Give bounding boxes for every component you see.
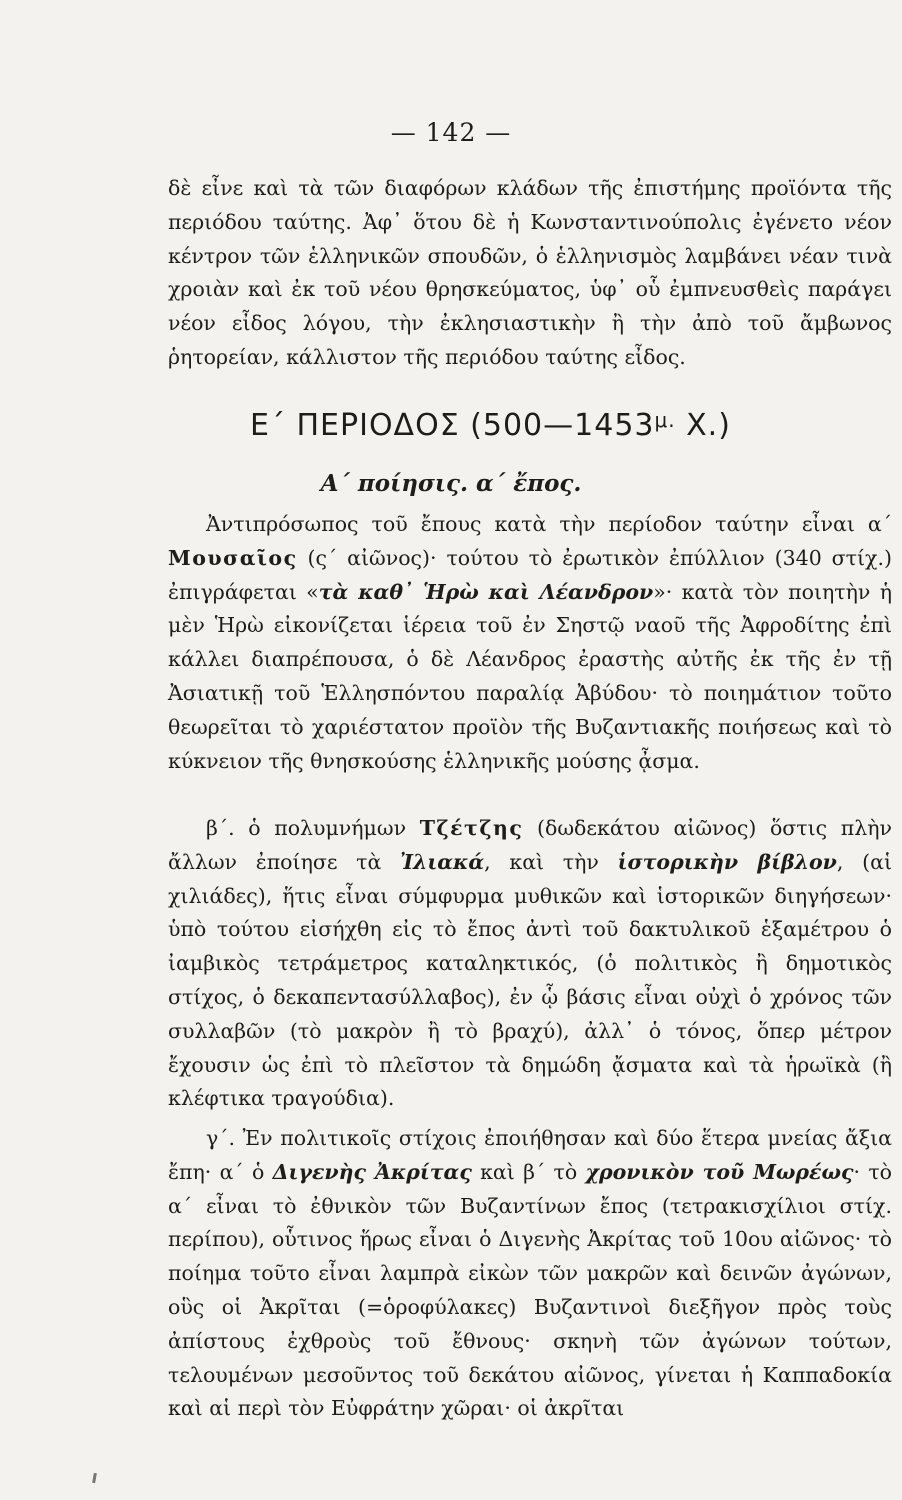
work-title: ἱστορικὴν βίβλον bbox=[617, 849, 837, 874]
work-title: τὰ καθ᾽ Ἡρὼ καὶ Λέανδρον bbox=[318, 579, 654, 604]
author-name: Τζέτζης bbox=[419, 816, 524, 840]
paragraph-mousaios bbox=[168, 508, 892, 778]
text-run: , καὶ τὴν bbox=[484, 849, 618, 874]
section-heading bbox=[250, 408, 731, 443]
heading-main: Ε΄ ΠΕΡΙΟΔΟΣ (500—1453 bbox=[250, 408, 655, 443]
author-name: Μουσαῖος bbox=[168, 545, 298, 570]
text-run: (ς΄ αἰῶνος)· τούτου τὸ ἐρωτικὸν ἐπύλλιον (340 στίχ.) ἐπιγράφεται « bbox=[168, 545, 892, 604]
ink-mark bbox=[92, 1473, 97, 1483]
paragraph-epics bbox=[168, 1122, 892, 1426]
text-run: (δωδεκάτου αἰῶνος) ὅστις πλὴν ἄλλων ἐποίησε τὰ bbox=[168, 816, 892, 874]
page-number: — 142 — bbox=[390, 118, 512, 147]
text-run: β΄. ὁ πολυμνήμων bbox=[206, 816, 420, 840]
text-run: γ΄. Ἐν πολιτικοῖς στίχοις ἐποιήθησαν καὶ δύο ἕτερα μνείας ἄξια ἔπη· α΄ ὁ bbox=[168, 1126, 892, 1184]
work-title: χρονικὸν τοῦ Μωρέως bbox=[585, 1159, 854, 1184]
work-title: Διγενὴς Ἀκρίτας bbox=[272, 1159, 472, 1184]
text-run: »· κατὰ τὸν ποιητὴν ἡ μὲν Ἡρὼ εἰκονίζεται ἱέρεια τοῦ ἐν Σηστῷ ναοῦ τῆς Ἀφροδίτης ἐπὶ κάλλει διαπρέπουσα, ὁ δὲ Λέανδρος ἐραστὴς αὐτῆς ἐκ τῆς ἐν τῇ Ἀσιατικῇ τοῦ Ἑλλησπόντου παραλίᾳ Ἀβύδου· τὸ ποιημάτιον τοῦτο θεωρεῖται τὸ χαριέστατον προϊὸν τῆς Βυζαντιακῆς ποιήσεως καὶ τὸ κύκνειον τῆς θνησκούσης ἑλληνικῆς μούσης ᾆσμα. bbox=[168, 579, 892, 773]
paragraph-tzetzes bbox=[168, 812, 892, 1116]
heading-end: Χ.) bbox=[675, 408, 731, 443]
text-run: καὶ β΄ τὸ bbox=[471, 1159, 586, 1184]
text-run: · τὸ α΄ εἶναι τὸ ἐθνικὸν τῶν Βυζαντίνων ἔπος (τετρακισχίλιοι στίχ. περίπου), οὗτινος ἥρως εἶναι ὁ Διγενὴς Ἀκρίτας τοῦ 10ου αἰῶνος· τὸ ποίημα τοῦτο εἶναι λαμπρὰ εἰκὼν τῶν μακρῶν καὶ δεινῶν ἀγώνων, οὓς οἱ Ἀκρῖται (=ὁροφύλακες) Βυζαντινοὶ διεξῆγον πρὸς τοὺς ἀπίστους ἐχθροὺς τοῦ ἔθνους· σκηνὴ τῶν ἀγώνων τούτων, τελουμένων μεσοῦντος τοῦ δεκάτου αἰῶνος, γίνεται ἡ Καππαδοκία καὶ αἱ περὶ τὸν Εὐφράτην χῶραι· οἱ ἀκρῖται bbox=[168, 1159, 893, 1421]
subsection-heading: Α΄ ποίησις. α΄ ἔπος. bbox=[320, 470, 582, 497]
work-title: Ἰλιακά bbox=[400, 849, 485, 874]
paragraph-intro: δὲ εἶνε καὶ τὰ τῶν διαφόρων κλάδων τῆς ἐπιστήμης προϊόντα τῆς περιόδου ταύτης. Ἀφ᾽ ὅτου δὲ ἡ Κωνσταντινούπολις ἐγένετο νέον κέντρον τῶν ἑλληνικῶν σπουδῶν, ὁ ἑλληνισμὸς λαμβάνει νέαν τινὰ χροιὰν καὶ ἐκ τοῦ νέου θρησκεύματος, ὑφ᾽ οὗ ἐμπνευσθεὶς παράγει νέον εἶδος λόγου, τὴν ἐκλησιαστικὴν ἢ τὴν ἀπὸ τοῦ ἄμβωνος ῥητορείαν, κάλλιστον τῆς περιόδου ταύτης εἶδος. bbox=[168, 176, 892, 369]
text-run: , (αἱ χιλιάδες), ἥτις εἶναι σύμφυρμα μυθικῶν καὶ ἱστορικῶν διηγήσεων· ὑπὸ τούτου εἰσήχθη εἰς τὸ ἔπος ἀντὶ τοῦ δακτυλικοῦ ἑξαμέτρου ὁ ἰαμβικὸς τετράμετρος καταληκτικός, (ὁ πολιτικὸς ἢ δημοτικὸς στίχος, ὁ δεκαπεντασύλλαβος), ἐν ᾧ βάσις εἶναι οὐχὶ ὁ χρόνος τῶν συλλαβῶν (τὸ μακρὸν ἢ τὸ βραχύ), ἀλλ᾽ ὁ τόνος, ὅπερ μέτρον ἔχουσιν ὡς ἐπὶ τὸ πλεῖστον τὰ δημώδη ᾄσματα καὶ τὰ ἡρωϊκὰ (ἢ κλέφτικα τραγούδια). bbox=[168, 849, 892, 1111]
heading-abbrev: μ. bbox=[654, 408, 676, 432]
text-run: Ἀντιπρόσωπος τοῦ ἔπους κατὰ τὴν περίοδον ταύτην εἶναι α΄ bbox=[206, 512, 892, 536]
